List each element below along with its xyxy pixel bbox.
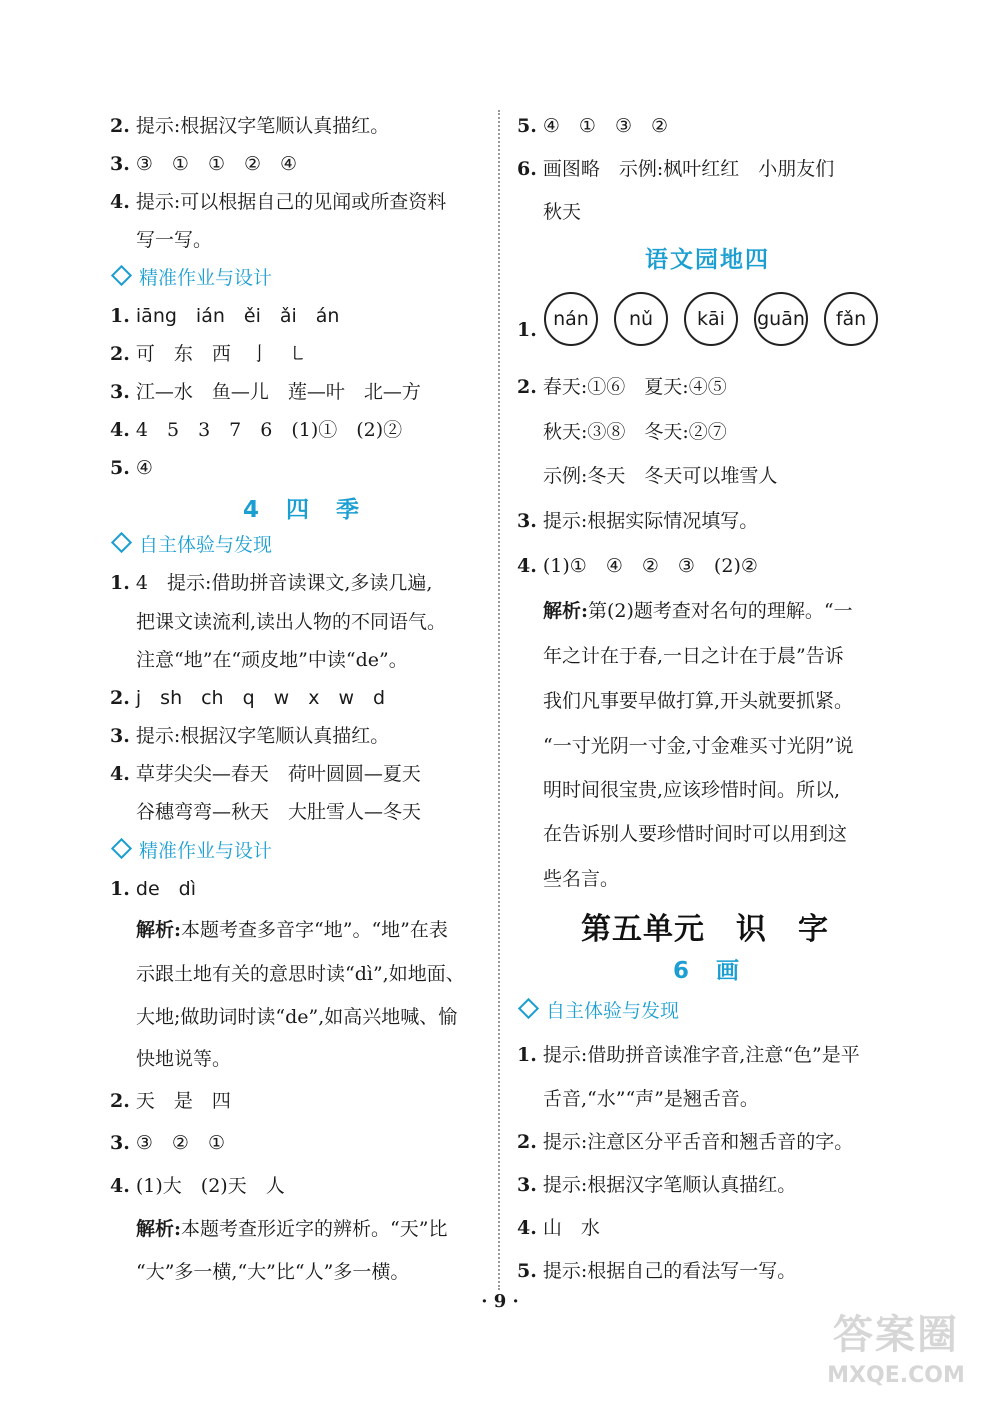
answer-line: 5. 提示:根据自己的看法写一写。	[517, 1260, 797, 1282]
answer-line: 4. 草芽尖尖—春天 荷叶圆圆—夏天	[110, 763, 421, 785]
answer-line: 4. (1)大 (2)天 人	[110, 1175, 285, 1197]
analysis-line-cont: 我们凡事要早做打算,开头就要抓紧。	[543, 690, 854, 712]
watermark	[806, 1307, 986, 1407]
answer-line-cont: 秋天	[543, 201, 582, 223]
analysis-line-cont: “大”多一横,“大”比“人”多一横。	[136, 1261, 410, 1283]
pinyin-circle: kāi	[684, 292, 738, 346]
analysis-line-cont: 大地;做助词时读“de”,如高兴地喊、愉	[136, 1006, 458, 1028]
answer-line: 1. 提示:借助拼音读准字音,注意“色”是平	[517, 1044, 860, 1066]
column-divider	[498, 110, 500, 1290]
section-header: 自主体验与发现	[110, 533, 272, 557]
answer-line-cont: 秋天:③⑧ 冬天:②⑦	[543, 421, 727, 443]
answer-line: 4. 4 5 3 7 6 (1)① (2)②	[110, 419, 403, 441]
answer-line-cont: 示例:冬天 冬天可以堆雪人	[543, 465, 778, 487]
diamond-icon	[111, 532, 132, 553]
section-header: 精准作业与设计	[110, 266, 272, 290]
answer-line: 3. 提示:根据汉字笔顺认真描红。	[517, 1174, 797, 1196]
analysis-line-cont: “一寸光阴一寸金,寸金难买寸光阴”说	[543, 735, 854, 757]
answer-line: 4. 山 水	[517, 1217, 600, 1239]
watermark-logo: 答案圈	[833, 1312, 959, 1358]
answer-line: 2. j sh ch q w x w d	[110, 687, 386, 709]
lesson-title: 4 四 季	[243, 497, 362, 523]
pinyin-circle: fǎn	[824, 292, 878, 346]
analysis-line: 解析:本题考查多音字“地”。“地”在表	[136, 919, 448, 941]
analysis-line-cont: 年之计在于春,一日之计在于晨”告诉	[543, 645, 844, 667]
analysis-line: 解析:第(2)题考查对名句的理解。“一	[543, 600, 853, 622]
analysis-line-cont: 快地说等。	[136, 1048, 232, 1070]
answer-line: 5. ④	[110, 457, 153, 479]
answer-line: 2. 提示:根据汉字笔顺认真描红。	[110, 115, 390, 137]
analysis-line-cont: 示跟土地有关的意思时读“dì”,如地面、	[136, 963, 465, 985]
answer-line: 3. 提示:根据实际情况填写。	[517, 510, 759, 532]
analysis-line-cont: 些名言。	[543, 868, 620, 890]
answer-line: 2. 可 东 西 亅 ㇄	[110, 343, 307, 365]
answer-line-cont: 注意“地”在“顽皮地”中读“de”。	[136, 649, 408, 671]
answer-line: 1. 4 提示:借助拼音读课文,多读几遍,	[110, 572, 433, 594]
watermark-url: MXQE.COM	[827, 1363, 965, 1388]
answer-line-cont: 写一写。	[136, 229, 213, 251]
page-number: · 9 ·	[481, 1291, 519, 1312]
diamond-icon	[111, 265, 132, 286]
unit-title: 第五单元 识 字	[581, 912, 829, 947]
diamond-icon	[111, 838, 132, 859]
answer-line-cont: 舌音,“水”“声”是翘舌音。	[543, 1088, 759, 1110]
answer-line: 4. 提示:可以根据自己的见闻或所查资料	[110, 191, 447, 213]
answer-line: 1.	[517, 319, 537, 341]
answer-line: 2. 天 是 四	[110, 1090, 231, 1112]
answer-line: 1. iāng ián ěi ǎi án	[110, 305, 340, 327]
garden-title: 语文园地四	[645, 247, 770, 273]
lesson-title: 6 画	[673, 958, 742, 984]
section-header: 精准作业与设计	[110, 839, 272, 863]
pinyin-circle: guān	[754, 292, 808, 346]
answer-line: 2. 春天:①⑥ 夏天:④⑤	[517, 376, 727, 398]
answer-line: 3. ③ ② ①	[110, 1132, 225, 1154]
answer-line: 4. (1)① ④ ② ③ (2)②	[517, 555, 758, 577]
analysis-line-cont: 明时间很宝贵,应该珍惜时间。所以,	[543, 779, 841, 801]
section-header: 自主体验与发现	[517, 999, 679, 1023]
answer-line: 3. 江—水 鱼—儿 莲—叶 北—方	[110, 381, 421, 403]
answer-line: 3. 提示:根据汉字笔顺认真描红。	[110, 725, 390, 747]
pinyin-circle: nǔ	[614, 292, 668, 346]
diamond-icon	[518, 998, 539, 1019]
analysis-line-cont: 在告诉别人要珍惜时间时可以用到这	[543, 823, 848, 845]
answer-line: 1. de dì	[110, 878, 196, 900]
answer-line: 2. 提示:注意区分平舌音和翘舌音的字。	[517, 1131, 854, 1153]
answer-line: 5. ④ ① ③ ②	[517, 115, 669, 137]
answer-line-cont: 谷穗弯弯—秋天 大肚雪人—冬天	[136, 801, 422, 823]
answer-line-cont: 把课文读流利,读出人物的不同语气。	[136, 611, 447, 633]
answer-line: 6. 画图略 示例:枫叶红红 小朋友们	[517, 158, 835, 180]
answer-line: 3. ③ ① ① ② ④	[110, 153, 298, 175]
pinyin-circle: nán	[544, 292, 598, 346]
analysis-line: 解析:本题考查形近字的辨析。“天”比	[136, 1218, 448, 1240]
